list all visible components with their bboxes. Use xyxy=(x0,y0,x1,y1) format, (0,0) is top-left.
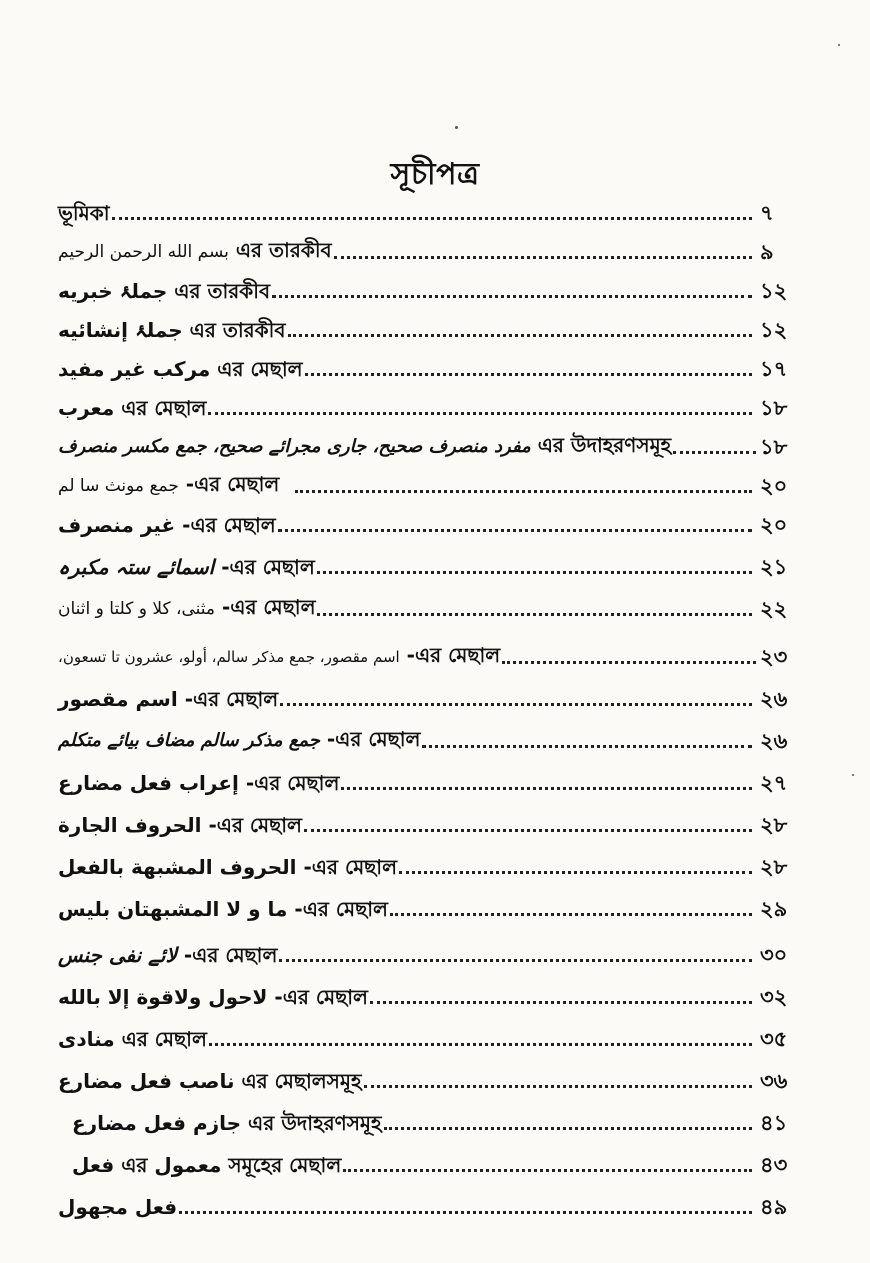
dot-leader xyxy=(304,828,752,832)
entry-arabic: مثنى، كلا و كلتا و اثنان xyxy=(58,599,215,619)
toc-entry-label xyxy=(58,554,315,580)
toc-entry-label xyxy=(58,984,368,1010)
dot-leader xyxy=(278,528,752,532)
toc-row[interactable] xyxy=(58,634,810,670)
toc-row[interactable] xyxy=(58,844,810,880)
toc-entry-label xyxy=(58,1068,362,1094)
dot-leader xyxy=(112,216,752,220)
page-number: ৩২ xyxy=(760,985,788,1009)
entry-bengali: -এর মেছাল xyxy=(294,897,388,921)
dot-leader xyxy=(341,786,752,790)
toc-entry-label xyxy=(58,896,388,922)
toc-entry-label xyxy=(58,317,286,343)
entry-arabic: بسم الله الرحمن الرحيم xyxy=(58,242,229,262)
toc-row[interactable] xyxy=(58,932,810,968)
page-number: ২৬ xyxy=(760,729,788,753)
toc-row[interactable] xyxy=(58,1142,810,1178)
page-number: ৪১ xyxy=(760,1111,788,1135)
page-number: ২৯ xyxy=(760,897,788,921)
entry-bengali: এর মেছাল xyxy=(121,1027,207,1051)
toc-entry-label xyxy=(58,237,332,265)
entry-arabic: فعل xyxy=(72,1153,115,1177)
entry-bengali: -এর মেছাল xyxy=(406,643,501,667)
entry-bengali: -এর মেছাল xyxy=(221,555,315,579)
entry-bengali-connector: এর xyxy=(121,1153,148,1177)
toc-row[interactable] xyxy=(58,760,810,796)
toc-row[interactable] xyxy=(58,463,810,499)
toc-entry-label xyxy=(58,942,277,968)
page-number: ২০ xyxy=(760,513,788,537)
toc-row[interactable] xyxy=(58,424,810,460)
entry-arabic: معرب xyxy=(58,396,115,420)
page-number: ১৮ xyxy=(760,396,788,420)
toc-entry-label xyxy=(58,1194,177,1220)
entry-bengali: ভূমিকা xyxy=(58,201,110,225)
toc-row[interactable] xyxy=(58,190,810,226)
entry-arabic: فعل مجهول xyxy=(58,1195,178,1219)
page-number: ৭ xyxy=(760,201,774,225)
dot-leader xyxy=(317,570,752,574)
entry-bengali: এর তারকীব xyxy=(235,238,332,262)
entry-bengali: সমূহের মেছাল xyxy=(228,1153,342,1177)
entry-arabic: الحروف المشبهة بالفعل xyxy=(58,855,297,879)
paper-speck xyxy=(838,44,840,46)
entry-arabic: جملۂ خبريه xyxy=(58,279,168,303)
toc-row[interactable] xyxy=(58,676,810,712)
toc-row[interactable] xyxy=(58,1058,810,1094)
page-number: ৩৫ xyxy=(760,1027,788,1051)
toc-entry-label xyxy=(58,395,206,421)
toc-entry-label xyxy=(72,1152,341,1178)
entry-arabic: مفرد منصرف صحیح، جاری مجرائے صحیح، جمع مکسر منصرف xyxy=(58,436,531,457)
entry-bengali: এর উদাহরণসমূহ xyxy=(248,1111,382,1135)
page-number: ২৮ xyxy=(760,855,788,879)
page-number: ১২ xyxy=(760,279,788,303)
dot-leader xyxy=(288,333,752,337)
entry-arabic: فعل مضارع xyxy=(72,1111,186,1135)
dot-leader xyxy=(209,1042,752,1046)
entry-bengali: এর তারকীব xyxy=(189,318,286,342)
toc-row[interactable] xyxy=(58,1016,810,1052)
toc-entry-label xyxy=(58,356,303,382)
toc-entry-label xyxy=(58,471,279,499)
entry-bengali: -এর মেছাল xyxy=(184,687,279,711)
entry-arabic: جمع مونث سا لم xyxy=(58,476,179,496)
toc-row[interactable] xyxy=(58,802,810,838)
entry-arabic: غير منصرف xyxy=(58,513,176,537)
dot-leader xyxy=(364,1084,753,1088)
dot-leader xyxy=(279,958,752,962)
toc-row[interactable] xyxy=(58,346,810,382)
entry-arabic: جملۂ إنشائيه xyxy=(58,318,183,342)
entry-bengali: এর মেছালসমূহ xyxy=(241,1069,362,1093)
entry-arabic: جمع مذکر سالم مضاف بیائے متکلم xyxy=(58,730,320,751)
page-number: ২৭ xyxy=(760,771,788,795)
toc-row[interactable] xyxy=(58,307,810,343)
toc-entry-label xyxy=(58,726,420,754)
entry-bengali: এর উদাহরণসমূহ xyxy=(537,433,672,457)
toc-row[interactable] xyxy=(58,385,810,421)
page-number: ১২ xyxy=(760,318,788,342)
page-number: ৪৩ xyxy=(760,1153,788,1177)
toc-entry-label xyxy=(58,854,397,880)
entry-arabic: مركب غير مفيد xyxy=(58,357,211,381)
toc-row[interactable] xyxy=(58,974,810,1010)
paper-speck xyxy=(455,126,458,129)
toc-entry-label xyxy=(58,278,270,304)
entry-bengali: -এর মেছাল xyxy=(326,727,421,751)
dot-leader xyxy=(272,294,752,298)
toc-entry-label xyxy=(58,686,278,712)
entry-arabic-secondary: ناصب xyxy=(178,1069,235,1093)
page-number: ২১ xyxy=(760,555,788,579)
dot-leader xyxy=(390,912,752,916)
page-number: ৩৬ xyxy=(760,1069,788,1093)
entry-arabic-secondary: معمول xyxy=(154,1153,222,1177)
dot-leader xyxy=(422,744,752,748)
dot-leader xyxy=(179,1210,752,1214)
page-number: ১৮ xyxy=(760,435,788,459)
dot-leader xyxy=(305,372,752,376)
dot-leader xyxy=(673,450,756,454)
toc-row[interactable] xyxy=(58,586,810,622)
entry-bengali: -এর মেছাল xyxy=(182,513,276,537)
entry-arabic: منادى xyxy=(58,1027,115,1051)
entry-arabic: ما و لا المشبهتان بليس xyxy=(58,897,288,921)
dot-leader xyxy=(399,870,752,874)
entry-arabic: اسم مقصور، جمع مذكر سالم، أولو، عشرون تا تسعون، xyxy=(58,648,400,666)
entry-arabic: إعراب فعل مضارع xyxy=(58,771,239,795)
toc-row[interactable] xyxy=(58,268,810,304)
entry-arabic-secondary: جازم xyxy=(192,1111,242,1135)
dot-leader xyxy=(208,411,752,415)
page-number: ২৮ xyxy=(760,813,788,837)
toc-row[interactable] xyxy=(58,1100,810,1136)
page-number: ২৩ xyxy=(760,645,788,669)
toc-row[interactable] xyxy=(58,886,810,922)
toc-row[interactable] xyxy=(58,718,810,754)
toc-entry-label xyxy=(58,770,339,796)
dot-leader xyxy=(370,1000,752,1004)
page-number: ২৬ xyxy=(760,687,788,711)
entry-bengali: -এর মেছাল xyxy=(208,813,302,837)
entry-arabic: اسم مقصور xyxy=(58,687,178,711)
entry-bengali: -এর মেছাল xyxy=(245,771,340,795)
toc-entry-label xyxy=(58,594,315,622)
dot-leader xyxy=(317,612,752,616)
toc-row[interactable] xyxy=(58,1184,810,1220)
toc-row[interactable] xyxy=(58,502,810,538)
paper-speck xyxy=(852,774,854,776)
page-number: ১৭ xyxy=(760,357,788,381)
entry-arabic: فعل مضارع xyxy=(58,1069,172,1093)
entry-bengali: এর মেছাল xyxy=(217,357,303,381)
toc-row[interactable] xyxy=(58,544,810,580)
dot-leader xyxy=(295,489,752,493)
toc-entry-label xyxy=(58,512,276,538)
entry-arabic: اسمائے ستہ مکبرہ xyxy=(58,555,215,579)
page-number: ২০ xyxy=(760,474,788,498)
page-number: ২২ xyxy=(760,597,788,621)
page-title: সূচীপত্র xyxy=(390,157,480,192)
entry-bengali: -এর মেছাল xyxy=(274,985,368,1009)
entry-arabic: الحروف الجارة xyxy=(58,813,202,837)
toc-entry-label xyxy=(58,1026,207,1052)
toc-entry-label xyxy=(58,812,302,838)
dot-leader xyxy=(384,1126,752,1130)
toc-entry-label xyxy=(72,1110,382,1136)
entry-bengali: এর মেছাল xyxy=(121,396,207,420)
toc-entry-label xyxy=(58,432,671,460)
entry-bengali: -এর মেছাল xyxy=(303,855,397,879)
entry-bengali: -এর মেছাল xyxy=(183,943,278,967)
toc-entry-label xyxy=(58,200,110,226)
page-number: ৩০ xyxy=(760,943,788,967)
entry-bengali: -এর মেছাল xyxy=(221,595,316,619)
dot-leader xyxy=(334,255,752,259)
toc-row[interactable] xyxy=(58,229,810,265)
page-number: ৪৯ xyxy=(760,1195,788,1219)
page-number: ৯ xyxy=(760,240,774,264)
entry-arabic: لاحول ولاقوة إلا بالله xyxy=(58,985,268,1009)
dot-leader xyxy=(280,702,752,706)
entry-bengali: -এর মেছাল xyxy=(185,472,280,496)
entry-bengali: এর তারকীব xyxy=(174,279,271,303)
entry-arabic: لائے نفی جنس xyxy=(58,943,177,967)
toc-entry-label xyxy=(58,642,500,670)
dot-leader xyxy=(343,1168,752,1172)
dot-leader xyxy=(502,660,756,664)
